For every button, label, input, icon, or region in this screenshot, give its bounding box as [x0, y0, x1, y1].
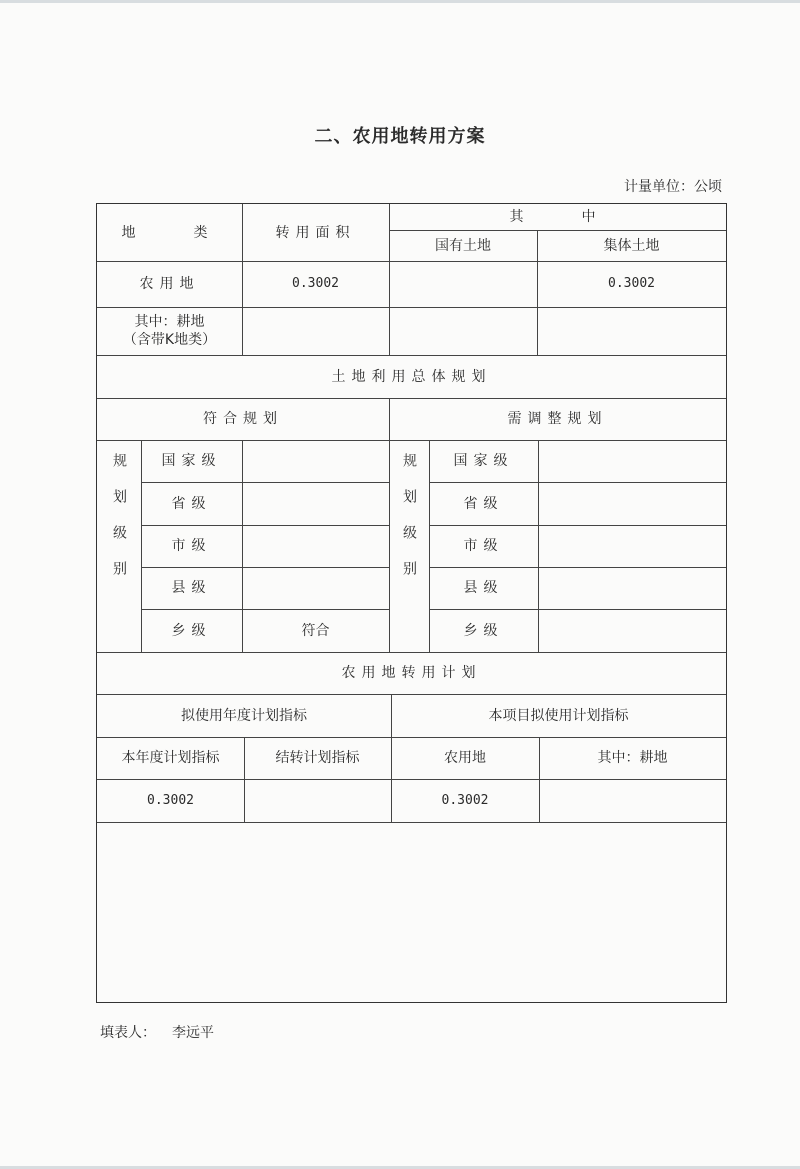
row-arable-label [97, 307, 242, 355]
annual-plan-header: 拟使用年度计划指标 [181, 707, 307, 724]
col-carry-over: 结转计划指标 [275, 750, 360, 766]
header-collective-land: 集体土地 [603, 237, 660, 254]
level-province-left: 省级 [171, 495, 212, 512]
value-arable [539, 779, 726, 822]
conform-plan-header: 符合规划 [203, 411, 283, 427]
row-agri-label: 农用地 [139, 276, 200, 292]
header-land-type: 地 类 [121, 224, 218, 241]
level-county-right: 县级 [463, 580, 504, 596]
conversion-table [96, 203, 727, 1003]
scan-edge-top [0, 0, 800, 3]
header-among: 其 中 [509, 209, 606, 225]
col-arable: 其中：耕地 [597, 750, 668, 766]
header-state-land: 国有土地 [435, 237, 491, 254]
level-township-right: 乡级 [463, 622, 504, 639]
row-agri-collective: 0.3002 [608, 276, 655, 291]
plan-title: 土地利用总体规划 [331, 368, 492, 385]
level-national-left: 国家级 [161, 453, 222, 469]
header-area: 转用面积 [275, 224, 356, 241]
value-carry-over [244, 779, 391, 822]
value-agri-land: 0.3002 [441, 792, 489, 808]
row-agri-state [389, 261, 537, 307]
col-this-year: 本年度计划指标 [121, 750, 220, 766]
level-city-left: 市级 [171, 538, 212, 554]
unit-label: 计量单位：公顷 [624, 179, 722, 195]
col-agri-land: 农用地 [444, 750, 486, 766]
level-label-left: 规划级别 [111, 452, 127, 597]
row-agri-area: 0.3002 [292, 276, 339, 291]
adjust-plan-header: 需调整规划 [507, 411, 608, 427]
filler-label: 填表人： [100, 1025, 156, 1041]
page-title: 二、农用地转用方案 [314, 126, 486, 147]
level-label-right: 规划级别 [401, 452, 417, 597]
level-city-right: 市级 [463, 538, 504, 554]
filler-line [100, 1022, 214, 1042]
conversion-plan-title: 农用地转用计划 [341, 665, 482, 681]
level-township-left: 乡级 [171, 622, 212, 639]
township-conform-value: 符合 [301, 622, 330, 639]
level-national-right: 国家级 [453, 453, 514, 469]
row-arable-label-a: 其中：耕地 [134, 314, 205, 330]
level-county-left: 县级 [171, 580, 212, 596]
project-plan-header: 本项目拟使用计划指标 [488, 707, 629, 724]
row-arable-label-b: （含带K地类） [122, 332, 217, 348]
value-this-year: 0.3002 [147, 792, 194, 808]
filler-name: 李远平 [172, 1025, 214, 1041]
level-province-right: 省级 [463, 495, 504, 512]
